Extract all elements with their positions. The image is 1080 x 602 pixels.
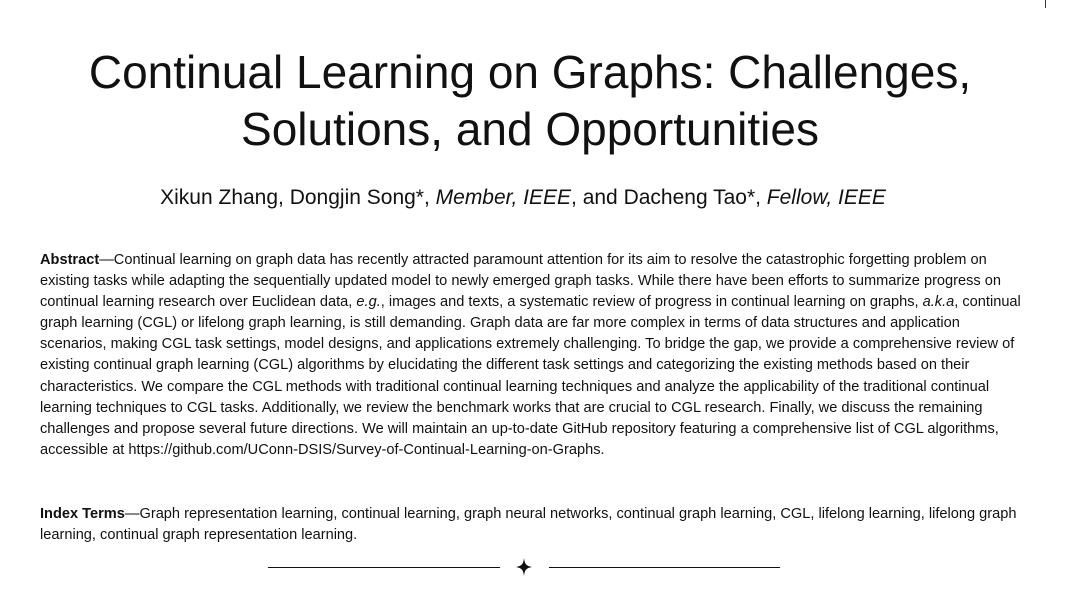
paper-title-line-1: Continual Learning on Graphs: Challenges, [88,46,972,98]
divider-rule-left [268,567,500,568]
index-terms-dash: — [124,506,140,522]
authors-part-1: Xikun Zhang, Dongjin Song*, [160,186,436,209]
index-terms-label: Index Terms [40,506,125,522]
paper-title-line-2: Solutions, and Opportunities [241,103,819,155]
abstract-paragraph [40,250,1026,461]
abstract-text-1: Continual learning on graph data has recently attracted paramount attention for its aim to resolve the catastrophic forgetting problem on existing tasks while adapting the sequentially updated model to newly emerged graph tasks. While there have been efforts to summarize progress on continual learning research over Euclidean data, [40,252,1002,311]
divider-rule-right [549,567,780,568]
authors-part-2: , and Dacheng Tao*, [571,186,767,209]
author-list [0,184,1046,212]
abstract-eg: e.g. [356,294,381,311]
page-corner-mark [1045,0,1046,8]
abstract-label: Abstract [40,252,100,268]
index-terms-text: Graph representation learning, continual learning, graph neural networks, continual graph learning, CGL, lifelong learning, lifelong graph learning, continual graph representation learning. [40,506,1017,544]
paper-title [0,44,1060,158]
section-divider [268,556,780,578]
abstract-text-3: , continual graph learning (CGL) or lifelong graph learning, is still demanding. Graph data are far more complex in terms of data structures and application scenarios, making CGL task settings, model designs, and applications extremely challenging. To bridge the gap, we provide a comprehensive review of existing continual graph learning (CGL) algorithms by elucidating the different task settings and categorizing the existing methods based on their characteristics. We compare the CGL methods with traditional continual learning techniques and analyze the applicability of the traditional continual learning techniques to CGL tasks. Additionally, we review the benchmark works that are crucial to CGL research. Finally, we discuss the remaining challenges and propose several future directions. We will maintain an up-to-date GitHub repository featuring a comprehensive list of CGL algorithms, accessible at https://github.com/UConn-DSIS/Survey-of-Continual-Learning-on-Graphs. [40,294,1021,458]
abstract-text-2: , images and texts, a systematic review of progress in continual learning on graphs, [380,294,923,311]
four-point-star-icon [512,557,536,577]
author-role-1: Member, IEEE [435,186,572,209]
index-terms-paragraph [40,504,1026,546]
abstract-dash: — [99,252,114,268]
author-role-2: Fellow, IEEE [766,186,886,209]
abstract-aka: a.k.a [922,294,955,311]
